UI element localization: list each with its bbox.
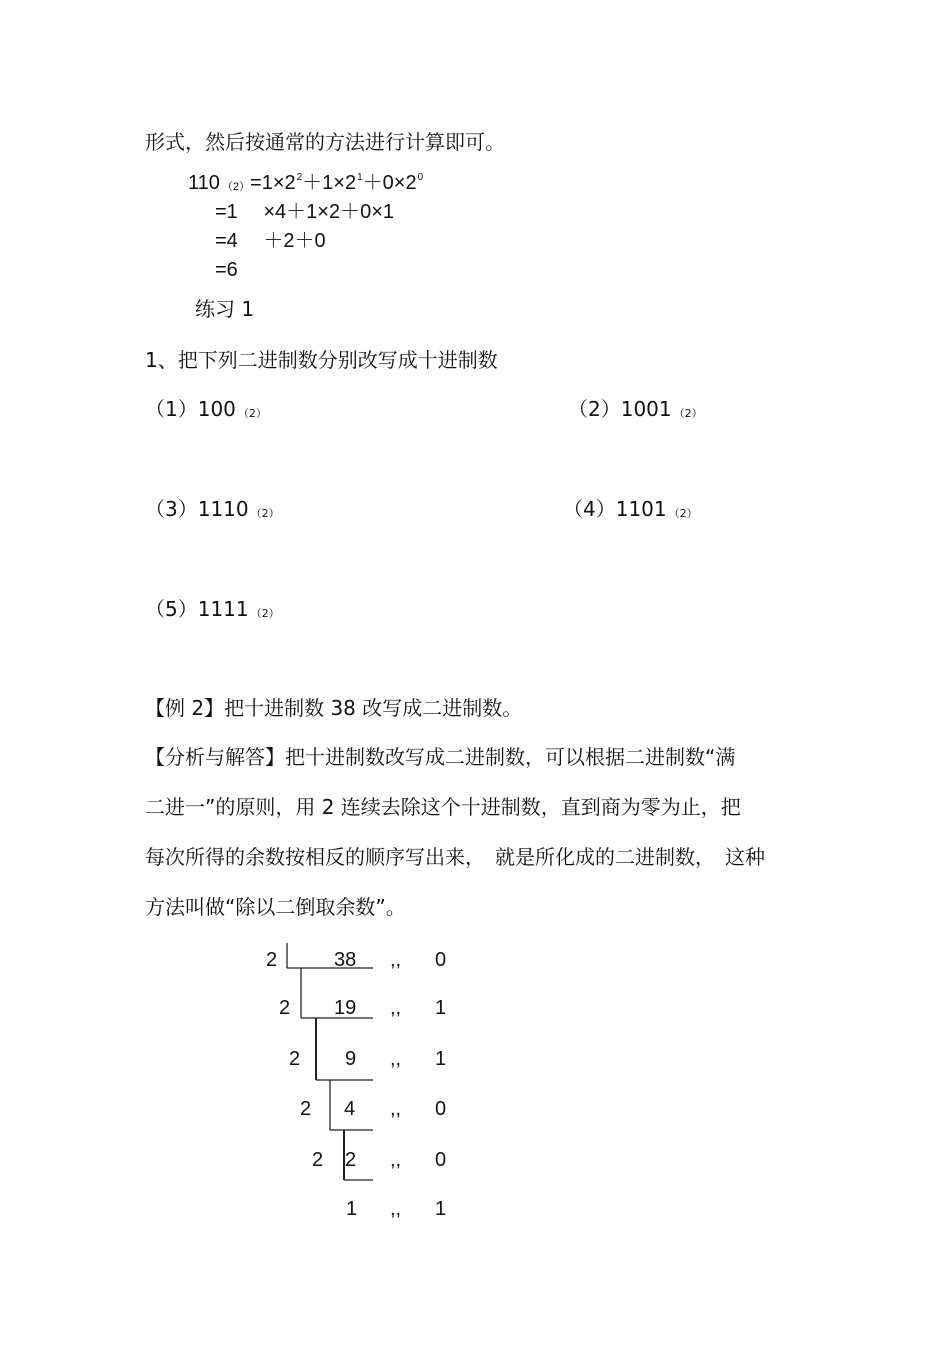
separator: ,,: [390, 1098, 402, 1120]
remainder: 0: [435, 1149, 447, 1171]
calc-line-2: =1 ×4＋1×2＋0×1: [215, 201, 395, 223]
example-title: 【例 2】把十进制数 38 改写成二进制数。: [145, 696, 523, 720]
divisor: 2: [312, 1149, 324, 1171]
intro-text: 形式，然后按通常的方法进行计算即可。: [145, 130, 505, 154]
calc-line-3: =4 ＋2＋0: [215, 230, 326, 252]
exercise-title: 练习 1: [195, 297, 255, 321]
calc-line-4: =6: [215, 259, 238, 281]
separator: ,,: [390, 1149, 402, 1171]
calc-term-2: ＋1×2: [302, 172, 357, 194]
remainder: 0: [435, 1098, 447, 1120]
calc-term-1: =1×2: [250, 172, 296, 194]
divisor: 2: [289, 1048, 301, 1070]
separator: ,,: [390, 1198, 402, 1220]
analysis-line: 方法叫做“除以二倒取余数”。: [145, 895, 406, 919]
remainder: 1: [435, 1198, 447, 1220]
divisor: 2: [300, 1098, 312, 1120]
exercise-question: 1、把下列二进制数分别改写成十进制数: [145, 348, 498, 372]
calc-exponent-3: 0: [417, 172, 424, 183]
separator: ,,: [390, 1048, 402, 1070]
exercise-item: （4）1101 （2）: [563, 497, 698, 521]
exercise-item: （5）1111 （2）: [145, 597, 280, 621]
calc-term-3: ＋0×2: [362, 172, 417, 194]
analysis-line: 【分析与解答】把十进制数改写成二进制数，可以根据二进制数“满: [145, 745, 736, 769]
calc-number: 110: [188, 172, 220, 194]
dividend: 38: [334, 949, 357, 971]
calc-base: （2）: [221, 181, 251, 193]
dividend: 19: [334, 997, 357, 1019]
analysis-line: 二进一”的原则，用 2 连续去除这个十进制数，直到商为零为止，把: [145, 795, 741, 819]
dividend: 9: [345, 1048, 357, 1070]
remainder: 1: [435, 1048, 447, 1070]
final-quotient: 1: [346, 1198, 358, 1220]
exercise-item: （3）1110 （2）: [145, 497, 280, 521]
divisor: 2: [279, 997, 291, 1019]
dividend: 2: [345, 1149, 357, 1171]
separator: ,,: [390, 997, 402, 1019]
calc-exponent-2: 1: [357, 172, 363, 183]
exercise-item: （1）100 （2）: [145, 397, 267, 421]
divisor: 2: [266, 949, 278, 971]
remainder: 1: [435, 997, 447, 1019]
calc-exponent-1: 2: [296, 172, 303, 183]
dividend: 4: [344, 1098, 356, 1120]
analysis-line: 每次所得的余数按相反的顺序写出来， 就是所化成的二进制数， 这种: [145, 845, 765, 869]
exercise-item: （2）1001 （2）: [568, 397, 703, 421]
remainder: 0: [435, 949, 447, 971]
separator: ,,: [390, 949, 402, 971]
